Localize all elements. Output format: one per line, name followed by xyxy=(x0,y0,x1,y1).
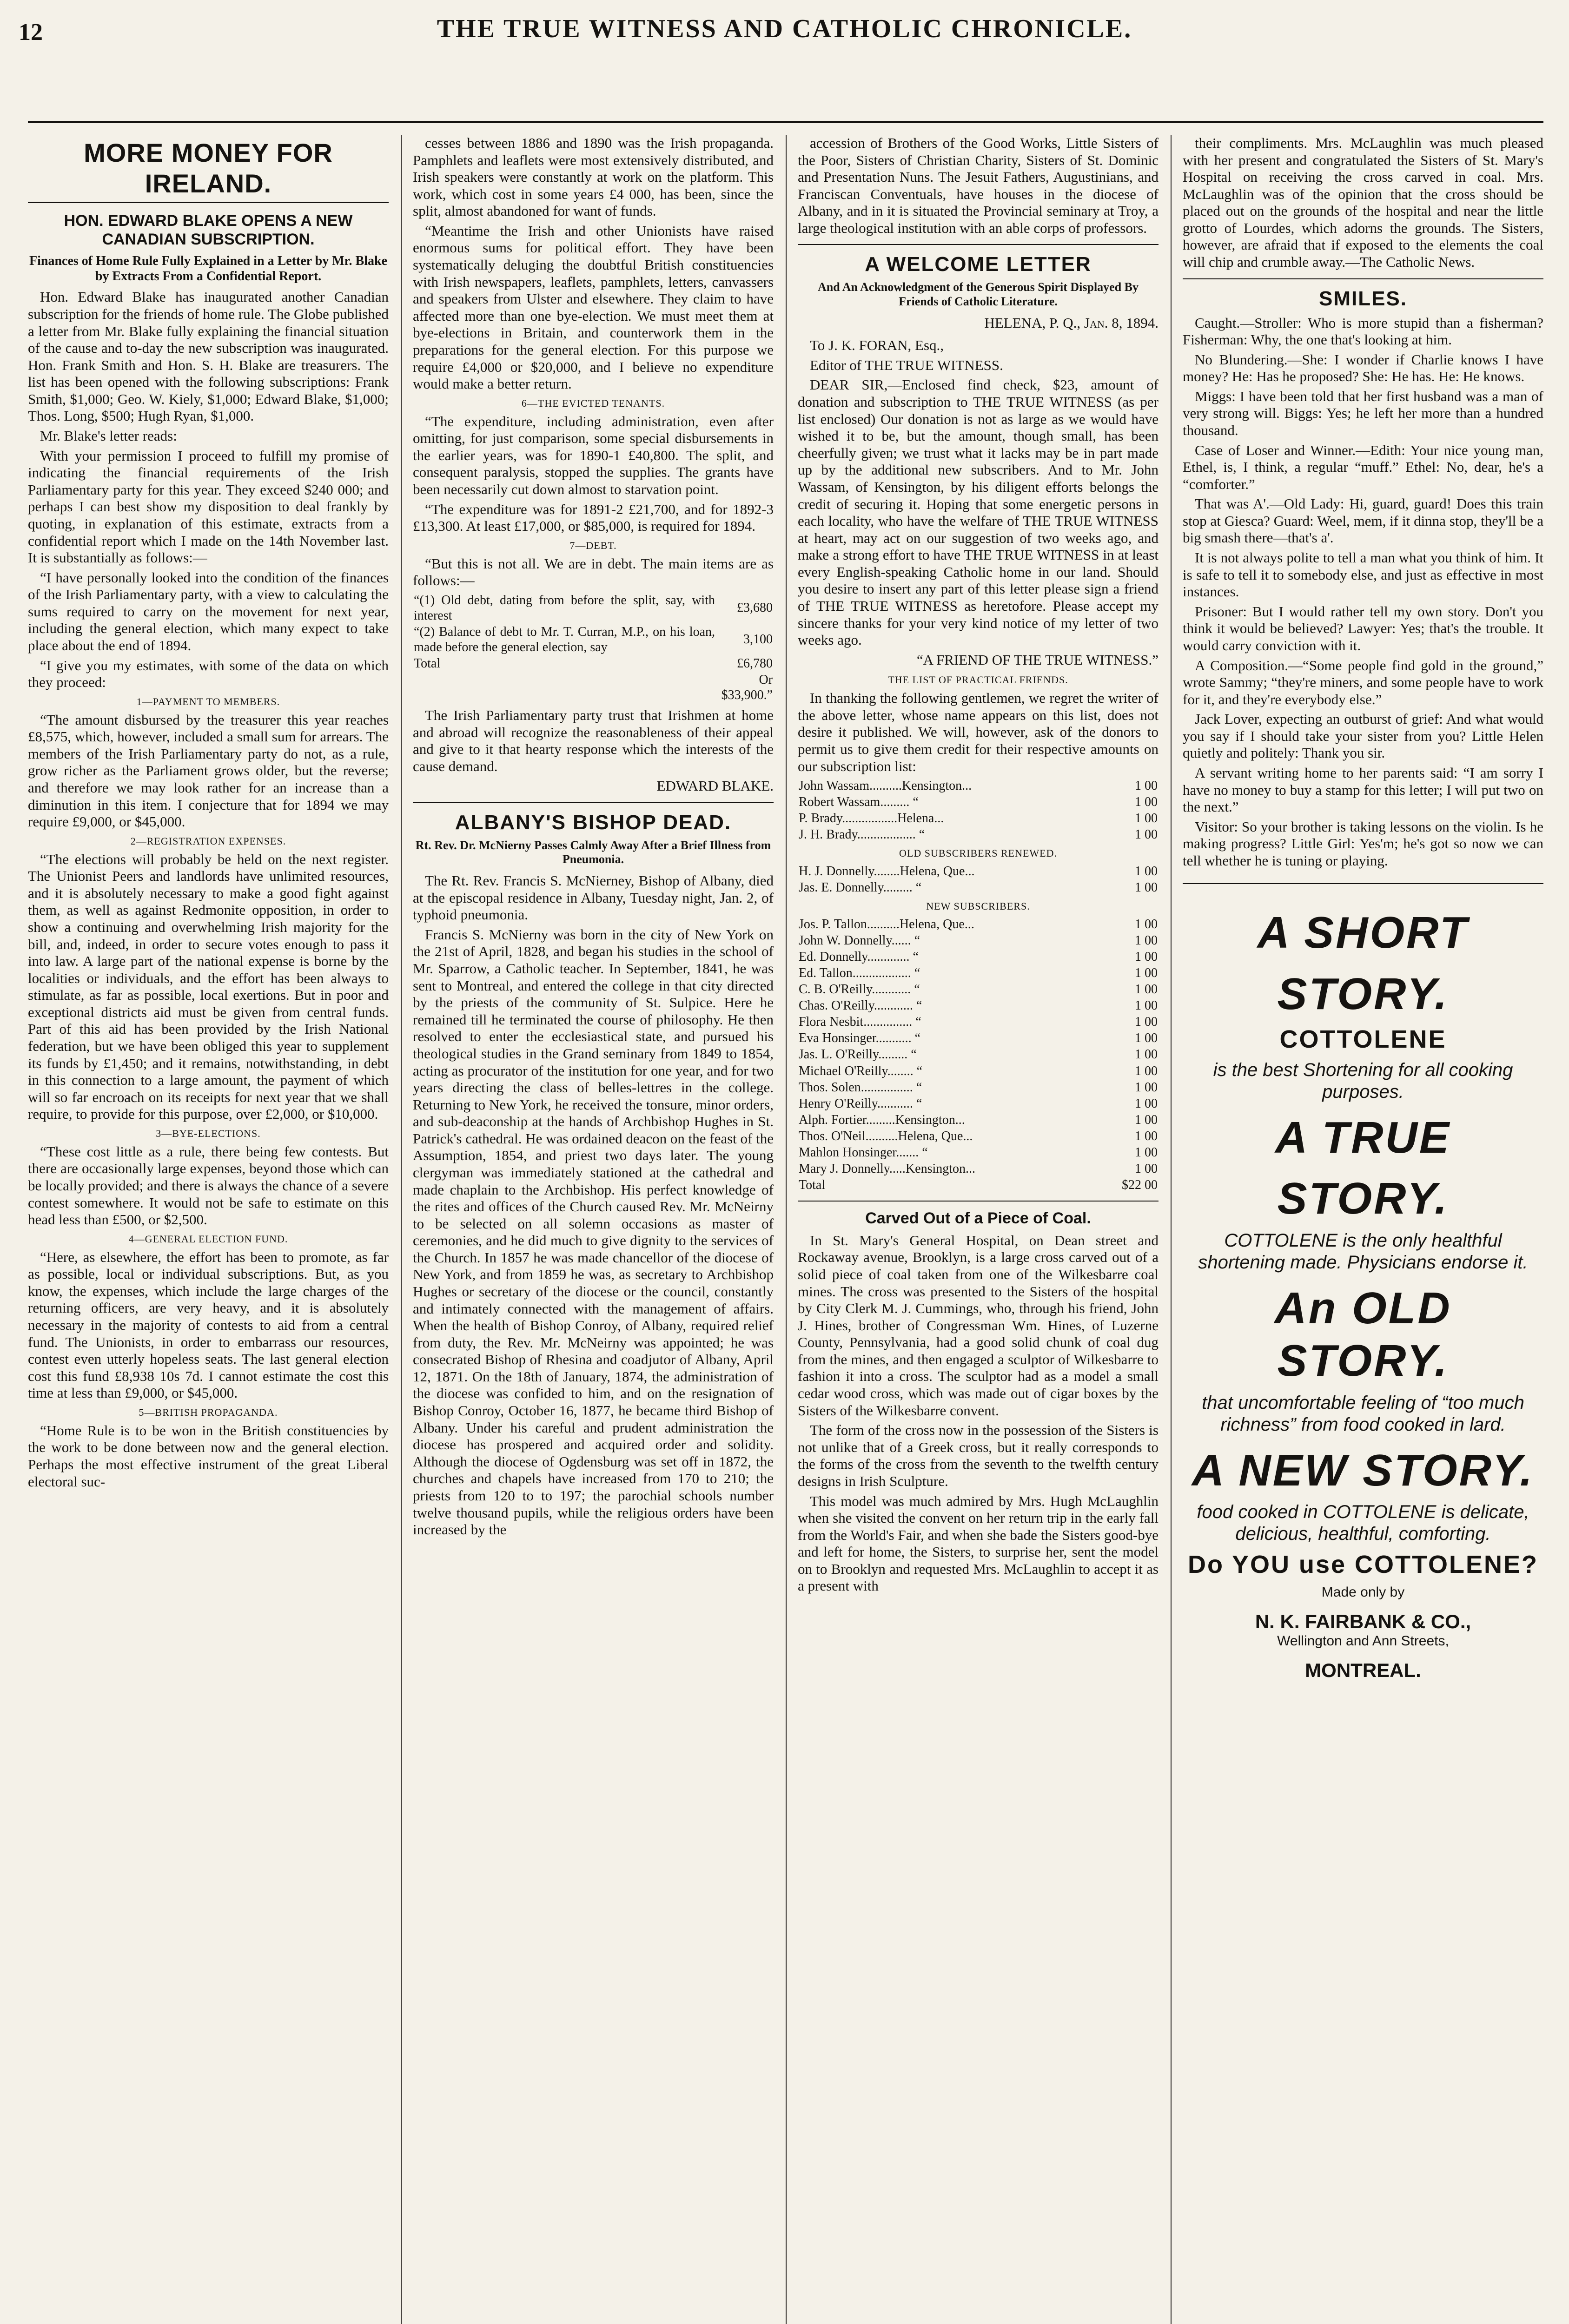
subscriber-amount: 1 00 xyxy=(1135,1129,1158,1143)
table-row xyxy=(798,1079,1159,1096)
divider xyxy=(798,1201,1159,1202)
subscriber-amount: 1 00 xyxy=(1135,966,1158,981)
paragraph: Visitor: So your brother is taking lessons on the violin. Is he making progress? Little Girl: Yes'm; he's got so now we can tell whether he is tuning or playing. xyxy=(1183,818,1543,869)
ad-text: food cooked in COTTOLENE is delicate, delicious, healthful, comforting. xyxy=(1197,1502,1529,1545)
paragraph: “But this is not all. We are in debt. The main items are as follows:— xyxy=(413,555,774,589)
paragraph: “Here, as elsewhere, the effort has been to promote, as far as possible, local or individual subscriptions. But, as you know, the expenses, which include the large charges of the returning officers, are very heavy, and it is absolutely necessary in the majority of contests to aid from a central fund. The Unionists, in order to embarrass our resources, contest even utterly hopeless seats. The last general election cost this fund £8,938 10s 7d. I cannot estimate the cost this time at less than £9,000, or $45,000. xyxy=(28,1248,389,1401)
section-heading: 3—BYE-ELECTIONS. xyxy=(156,1127,261,1139)
subscriber-name: Ed. Tallon.................. “ xyxy=(799,966,920,981)
paragraph: The Rt. Rev. Francis S. McNierney, Bishop of Albany, died at the episcopal residence in Albany, Tuesday night, Jan. 2, of typhoid pneumonia. xyxy=(413,872,774,923)
column-1 xyxy=(28,135,389,2324)
section-heading: 4—GENERAL ELECTION FUND. xyxy=(128,1233,288,1245)
subscriber-name: P. Brady.................Helena... xyxy=(799,811,944,826)
ad-headline: A SHORT xyxy=(1257,908,1469,958)
paragraph: Miggs: I have been told that her first husband was a man of very strong will. Biggs: Yes; he left her more than a hundred thousand. xyxy=(1183,388,1543,438)
dateline: HELENA, P. Q., Jan. 8, 1894. xyxy=(984,314,1159,331)
paragraph: No Blundering.—She: I wonder if Charlie knows I have money? He: Has he proposed? She: He has. He: He knows. xyxy=(1183,351,1543,385)
paragraph: “The expenditure was for 1891-2 £21,700, and for 1892-3 £13,300. At least £17,000, or $85,000, is required for 1894. xyxy=(413,501,774,535)
paragraph: This model was much admired by Mrs. Hugh McLaughlin when she visited the convent on her return trip in the early fall from the World's Fair, and when she bade the Sisters good-bye and left for home, the Sisters, to surprise her, sent the model on to Brooklyn and requested Mrs. McLaughlin to accept it as a present with xyxy=(798,1492,1159,1594)
article-subtitle: Rt. Rev. Dr. McNierny Passes Calmly Away After a Brief Illness from Pneumonia. xyxy=(415,838,771,866)
ad-address: Wellington and Ann Streets, xyxy=(1277,1633,1449,1649)
page-number: 12 xyxy=(19,19,43,46)
subscriber-name: J. H. Brady.................. “ xyxy=(799,827,925,842)
article-title-smiles: SMILES. xyxy=(1318,287,1408,310)
advertisement-cottolene xyxy=(1183,883,1543,1681)
paragraph: DEAR SIR,—Enclosed find check, $23, amount of donation and subscription to THE TRUE WITNESS (as per list enclosed) Our donation is not as large as we would have wished it to be, but the amount, though small, has been cheerfully given; we trust what it lacks may be in part made up by the additional new subscribers. And to Mr. John Wassam, of Kensington, by his diligent efforts belongs the credit of securing it. Hoping that some energetic persons in each locality, who have the welfare of THE TRUE WITNESS at heart, may act on our suggestion of two weeks ago, and make a strong effort to have THE TRUE WITNESS in at least every English-speaking Catholic home in our land. Should you desire to insert any part of this letter please sign a friend of THE TRUE WITNESS as heretofore. Please accept my sincere thanks for your very kind notice of my letter of two weeks ago. xyxy=(798,376,1159,648)
article-title-bishop: ALBANY'S BISHOP DEAD. xyxy=(455,811,732,834)
subscriber-amount: 1 00 xyxy=(1135,1031,1158,1046)
paragraph: their compliments. Mrs. McLaughlin was much pleased with her present and congratulated the Sisters of St. Mary's Hospital on receiving the cross carved in coal. Mrs. McLaughlin was of the opinion that the cross should be placed out on the grounds of the hospital and near the little grotto of Lourdes, which adorns the grounds. The Sisters, however, are afraid that if exposed to the elements the coal will chip and crumble away.—The Catholic News. xyxy=(1183,135,1543,271)
total-label: Total xyxy=(414,656,441,671)
subscriber-amount: 1 00 xyxy=(1135,1096,1158,1111)
section-heading: 2—REGISTRATION EXPENSES. xyxy=(130,835,286,847)
subscriber-name: Thos. Solen................ “ xyxy=(799,1080,922,1095)
letter-signature: “A FRIEND OF THE TRUE WITNESS.” xyxy=(916,651,1159,668)
subscriber-amount: 1 00 xyxy=(1135,1063,1158,1078)
subscriber-amount: 1 00 xyxy=(1135,1015,1158,1030)
section-heading: OLD SUBSCRIBERS RENEWED. xyxy=(899,847,1057,859)
table-row xyxy=(798,1177,1159,1193)
subscriber-amount: 1 00 xyxy=(1135,1112,1158,1127)
subscriber-name: Jas. L. O'Reilly......... “ xyxy=(799,1047,917,1062)
table-row xyxy=(798,1161,1159,1177)
subscriber-name: H. J. Donnelly........Helena, Que... xyxy=(799,864,975,879)
subscriber-name: Alph. Fortier.........Kensington... xyxy=(799,1112,965,1127)
paragraph: “Meantime the Irish and other Unionists have raised enormous sums for political effort. They have been systematically deluging the doubtful British constituencies with Irish newspapers, leaflets, pamphlets, letters, canvassers and speakers from Ulster and elsewhere. They claim to have affected more than one bye-election. We must meet them at bye-elections in Britain, and counterwork them in the preparations for the general election. For this purpose we require £4,000 or $20,000, and I believe no expenditure would make a better return. xyxy=(413,222,774,392)
section-heading: 6—THE EVICTED TENANTS. xyxy=(521,397,665,409)
section-heading: 7—DEBT. xyxy=(569,539,617,551)
subscriber-name: Ed. Donnelly............. “ xyxy=(799,950,919,964)
subscriber-name: Mary J. Donnelly.....Kensington... xyxy=(799,1161,976,1176)
table-row xyxy=(798,916,1159,932)
ad-headline: An OLD STORY. xyxy=(1274,1283,1452,1386)
section-heading: 1—PAYMENT TO MEMBERS. xyxy=(136,695,280,707)
subscriber-amount: 1 00 xyxy=(1135,1047,1158,1062)
ad-maker: N. K. FAIRBANK & CO., xyxy=(1255,1610,1471,1632)
subscriber-name: Jos. P. Tallon..........Helena, Que... xyxy=(799,917,974,932)
ad-headline: STORY. xyxy=(1277,1174,1449,1224)
ad-question: Do YOU use COTTOLENE? xyxy=(1187,1550,1539,1578)
subscriber-amount: 1 00 xyxy=(1135,779,1158,793)
ad-headline: A NEW STORY. xyxy=(1192,1445,1535,1495)
subscriber-table xyxy=(798,916,1159,1193)
signature: EDWARD BLAKE. xyxy=(656,778,774,794)
subscriber-name: Jas. E. Donnelly......... “ xyxy=(799,880,922,895)
column-2 xyxy=(401,135,774,2324)
paragraph: A servant writing home to her parents said: “I am sorry I have no money to buy a stamp for this letter; I will put two on the next.” xyxy=(1183,764,1543,815)
debt-table xyxy=(413,592,774,703)
subscriber-name: Thos. O'Neil..........Helena, Que... xyxy=(799,1129,973,1143)
table-row xyxy=(413,624,774,655)
columns xyxy=(28,135,1543,2324)
paragraph: With your permission I proceed to fulfill my promise of indicating the financial requirements of the Irish Parliamentary party for this year. They exceed $240 000; and perhaps I can best show my disposition to deal frankly by quoting, in explanation of this estimate, extracts from a confidential report which I made on the 14th November last. It is substantially as follows:— xyxy=(28,447,389,566)
subscriber-amount: 1 00 xyxy=(1135,917,1158,932)
table-row xyxy=(798,863,1159,879)
table-row xyxy=(798,1112,1159,1128)
subscriber-name: Chas. O'Reilly............ “ xyxy=(799,998,922,1013)
table-row xyxy=(798,1030,1159,1046)
paragraph: “I have personally looked into the condition of the finances of the Irish Parliamentary party, with a view to calculating the sums required to carry on the movement for next year, including the general election, which many expect to take place about the end of 1894. xyxy=(28,569,389,654)
paragraph: To J. K. FORAN, Esq., xyxy=(810,337,944,354)
subscriber-name: Henry O'Reilly........... “ xyxy=(799,1096,922,1111)
ad-made-by: Made only by xyxy=(1321,1585,1405,1600)
subscriber-amount: 1 00 xyxy=(1135,998,1158,1013)
section-heading: THE LIST OF PRACTICAL FRIENDS. xyxy=(888,674,1068,686)
subscriber-amount: 1 00 xyxy=(1135,811,1158,826)
article-subtitle-1: HON. EDWARD BLAKE OPENS A NEW CANADIAN SUBSCRIPTION. xyxy=(64,212,353,249)
paragraph: Francis S. McNierny was born in the city of New York on the 21st of April, 1828, and began his studies in the school of Mr. Sparrow, a Catholic teacher. In September, 1841, he was sent to Montreal, and entered the college in that city directed by the priests of the community of St. Sulpice. Here he remained till he terminated the course of philosophy. He then resolved to enter the ecclesiastical state, and pursued his theological studies in the Grand seminary from 1849 to 1854, acting as procurator of the institution for one year, and for two years directing the class of belles-lettres in the college. Returning to New York, he received the tonsure, minor orders, and sub-deaconship at the hands of Archbishop Hughes in St. Patrick's cathedral. He was ordained deacon on the feast of the Assumption, 1854, and priest two days later. The young clergyman was immediately stationed at the cathedral and made chaplain to the Archbishop. His perfect knowledge of the rites and offices of the Church caused Rev. Mr. McNeirny to be selected on all solemn occasions as master of ceremonies, and he did much to give dignity to the services of the Church. In 1857 he was made chancellor of the diocese of New York, and from 1859 he was, as secretary to Archbishop Hughes or secretary of the diocese or the council, constantly and intimately connected with the management of affairs. When the health of Bishop Conroy, of Albany, required relief from duty, the Rev. Mr. McNeirny was appointed; he was consecrated Bishop of Rhesina and coadjutor of Albany, April 12, 1871. On the 18th of January, 1874, the administration of the diocese was confided to him, and on the resignation of Bishop Conroy, October 16, 1877, he became third Bishop of Albany. Under his careful and prudent administration the diocese has prospered and acquired order and solidity. Although the diocese of Ogdensburg was set off in 1872, the churches and chapels have increased from 170 to 210; the priests from 120 to to 197; the parochial schools number twelve thousand pupils, while the religious orders have been increased by the xyxy=(413,926,774,1538)
paragraph: The form of the cross now in the possession of the Sisters is not unlike that of a Greek cross, but it really corresponds to the forms of the cross from the seventh to the twelfth century designs in Irish Sculpture. xyxy=(798,1422,1159,1489)
debt-label: “(2) Balance of debt to Mr. T. Curran, M.P., on his loan, made before the general election, say xyxy=(414,624,715,654)
table-row xyxy=(798,794,1159,810)
table-row xyxy=(798,1128,1159,1144)
table-row xyxy=(798,997,1159,1014)
subscriber-name: Eva Honsinger........... “ xyxy=(799,1031,921,1046)
ad-headline: A TRUE xyxy=(1275,1113,1451,1163)
table-row xyxy=(413,592,774,624)
table-row xyxy=(798,1046,1159,1063)
paragraph: Hon. Edward Blake has inaugurated another Canadian subscription for the friends of home rule. The Globe published a letter from Mr. Blake fully explaining the financial situation of the cause and to-day the new subscription was inaugurated. Hon. Frank Smith and Hon. S. H. Blake are treasurers. The list has been opened with the following subscriptions: Frank Smith, $1,000; Geo. W. Kiely, $1,000; Edward Blake, $1,000; Thos. Long, $500; Hugh Ryan, $1,000. xyxy=(28,289,389,424)
subscriber-name: Michael O'Reilly........ “ xyxy=(799,1063,923,1078)
subscriber-table xyxy=(798,863,1159,896)
paragraph: cesses between 1886 and 1890 was the Irish propaganda. Pamphlets and leaflets were most extensively distributed, and Irish speakers were constantly at work on the platform. This work, which cost in some years £4 000, has been, since the split, almost abandoned for want of funds. xyxy=(413,135,774,219)
subscriber-table xyxy=(798,778,1159,843)
table-row xyxy=(798,778,1159,794)
table-row xyxy=(798,1144,1159,1161)
ad-text: is the best Shortening for all cooking purposes. xyxy=(1213,1059,1513,1102)
masthead-rule xyxy=(28,70,1543,123)
paragraph: Caught.—Stroller: Who is more stupid than a fisherman? Fisherman: Why, the one that's looking at him. xyxy=(1183,314,1543,348)
subscriber-name: John W. Donnelly...... “ xyxy=(799,933,920,948)
subscriber-amount: 1 00 xyxy=(1135,795,1158,810)
paragraph: A Composition.—“Some people find gold in the ground,” wrote Sammy; “they're miners, and some people have to work for it, and they're everybody else.” xyxy=(1183,657,1543,707)
divider xyxy=(413,802,774,803)
subscriber-name: Robert Wassam......... “ xyxy=(799,795,919,810)
subscriber-amount: 1 00 xyxy=(1135,1080,1158,1095)
table-row xyxy=(798,826,1159,843)
paragraph: That was A'.—Old Lady: Hi, guard, guard! Does this train stop at Giesca? Guard: Weel, mem, if it dinna stop, they'll be a big smash there—that's a'. xyxy=(1183,495,1543,546)
paragraph: In St. Mary's General Hospital, on Dean street and Rockaway avenue, Brooklyn, is a large cross carved out of a solid piece of coal taken from one of the Wilkesbarre coal mines. The cross was presented to the Sisters of the hospital by City Clerk M. J. Cummings, who, through his friend, John J. Hines, brother of Congressman Wm. Hines, of Luzerne County, Pennsylvania, had a good solid chunk of coal dug from the mines, and then engaged a sculptor of Wilkesbarre to fashion it into a cross. The sculptor had as a model a small cedar wood cross, which was made out of cigar boxes by the Sisters of the Wilkesbarre convent. xyxy=(798,1232,1159,1419)
paragraph: “The elections will probably be held on the next register. The Unionist Peers and landlords have unlimited resources, and it is absolutely necessary to make a good fight against them, as well as against Redmonite opposition, in order to show a continuing and overwhelming Irish majority for the bill, and, indeed, in order to secure votes enough to pass it into law. A large part of the national expense is borne by the localities or individuals, and the effort has been always to stimulate, as far as possible, local exertions. But in poor and exceptional districts aid must be given from central funds. Part of this aid has been provided by the Irish National federation, but we have been obliged this year to supplement its funds by £1,450; and it remains, notwithstanding, in debt in this connection to a large amount, the payment of which will so far encroach on its receipts for next year that we shall require, to provide for this purpose, over £2,000, or $10,000. xyxy=(28,851,389,1122)
running-head: THE TRUE WITNESS AND CATHOLIC CHRONICLE. xyxy=(437,14,1132,43)
article-title-ireland: MORE MONEY FOR IRELAND. xyxy=(28,138,389,203)
ad-text: that uncomfortable feeling of “too much richness” from food cooked in lard. xyxy=(1202,1392,1524,1435)
table-row xyxy=(413,672,774,703)
table-row xyxy=(798,949,1159,965)
paragraph: “The amount disbursed by the treasurer this year reaches £8,575, which, however, included a small sum for arrears. The members of the Irish Parliamentary party do not, as a rule, grow richer as the Parliament grows older, but the reverse; and therefore we may look rather for an increase than a diminution in this item. I conjecture that for 1894 we may require £9,000, or $45,000. xyxy=(28,711,389,830)
subscriber-name: Flora Nesbit............... “ xyxy=(799,1015,921,1030)
paragraph: Prisoner: But I would rather tell my own story. Don't you think it would be believed? Lawyer: Yes; that's the trouble. It would carry conviction with it. xyxy=(1183,603,1543,654)
table-row xyxy=(798,981,1159,997)
paragraph: “Home Rule is to be won in the British constituencies by the work to be done between now and the general election. Perhaps the most effective instrument of the great Liberal electoral suc- xyxy=(28,1422,389,1490)
table-row xyxy=(798,932,1159,949)
total-alt: Or $33,900.” xyxy=(721,672,773,702)
subscriber-amount: 1 00 xyxy=(1135,880,1158,895)
paragraph: The Irish Parliamentary party trust that Irishmen at home and abroad will recognize the reasonableness of their appeal and give to it that hearty response which the interests of the cause demand. xyxy=(413,707,774,774)
table-row xyxy=(798,1014,1159,1030)
paragraph: “I give you my estimates, with some of the data on which they proceed: xyxy=(28,657,389,691)
subscriber-name: John Wassam..........Kensington... xyxy=(799,779,972,793)
article-title-letter: A WELCOME LETTER xyxy=(865,253,1092,276)
ad-city: MONTREAL. xyxy=(1305,1659,1421,1681)
column-4 xyxy=(1171,135,1543,2324)
total-amount: £6,780 xyxy=(737,656,773,671)
article-subtitle: And An Acknowledgment of the Generous Spirit Displayed By Friends of Catholic Literature. xyxy=(817,280,1139,309)
subscriber-name: Mahlon Honsinger....... “ xyxy=(799,1145,928,1160)
paragraph: Mr. Blake's letter reads: xyxy=(40,428,177,444)
article-subtitle-2: Finances of Home Rule Fully Explained in a Letter by Mr. Blake by Extracts From a Confidential Report. xyxy=(29,254,387,284)
divider xyxy=(1183,278,1543,279)
ad-brand: COTTOLENE xyxy=(1279,1025,1447,1053)
section-heading: 5—BRITISH PROPAGANDA. xyxy=(139,1406,278,1418)
paragraph: “The expenditure, including administration, even after omitting, for just comparison, some special disbursements in the earlier years, was for 1890-1 £40,800. The split, and consequent paralysis, stopped the supplies. The grants have been necessarily cut down almost to starvation point. xyxy=(413,413,774,497)
debt-amount: 3,100 xyxy=(743,632,773,647)
subscriber-amount: 1 00 xyxy=(1135,827,1158,842)
ad-headline: STORY. xyxy=(1277,969,1449,1019)
subscriber-name: C. B. O'Reilly............ “ xyxy=(799,982,920,997)
total-amount: $22 00 xyxy=(1122,1177,1158,1192)
ad-text: COTTOLENE is the only healthful shortening made. Physicians endorse it. xyxy=(1198,1230,1528,1273)
subscriber-amount: 1 00 xyxy=(1135,950,1158,964)
subscriber-amount: 1 00 xyxy=(1135,933,1158,948)
section-heading: NEW SUBSCRIBERS. xyxy=(926,900,1030,912)
paragraph: Jack Lover, expecting an outburst of grief: And what would you say if I should take your sister from you? Little Helen quietly and politely: Thank you sir. xyxy=(1183,711,1543,761)
paragraph: It is not always polite to tell a man what you think of him. It is safe to tell it to somebody else, and just as effective in most instances. xyxy=(1183,549,1543,600)
debt-label: “(1) Old debt, dating from before the split, say, with interest xyxy=(414,593,715,623)
subscriber-amount: 1 00 xyxy=(1135,1161,1158,1176)
table-row xyxy=(798,1096,1159,1112)
paragraph: Case of Loser and Winner.—Edith: Your nice young man, Ethel, is, I think, a regular “muff.” Ethel: No, dear, he's a “comforter.” xyxy=(1183,442,1543,492)
paragraph: accession of Brothers of the Good Works, Little Sisters of the Poor, Sisters of Christian Charity, Sisters of St. Dominic and Presentation Nuns. The Jesuit Fathers, Augustinians, and Franciscan Conventuals, have houses in the diocese of Albany, and in it is situated the Provincial seminary at Troy, a large theological institution with an able corps of professors. xyxy=(798,135,1159,236)
paragraph: Editor of THE TRUE WITNESS. xyxy=(810,357,1003,373)
table-row xyxy=(798,810,1159,826)
paragraph: “These cost little as a rule, there being few contests. But there are occasionally large expenses, beyond those which can be locally provided; and there is always the chance of a severe contest somewhere. It would not be safe to estimate on this head less than £500, or $2,500. xyxy=(28,1143,389,1228)
table-row xyxy=(798,965,1159,981)
subscriber-amount: 1 00 xyxy=(1135,864,1158,879)
table-row xyxy=(798,879,1159,896)
table-row xyxy=(413,655,774,672)
divider xyxy=(798,244,1159,245)
subscriber-amount: 1 00 xyxy=(1135,982,1158,997)
paragraph: In thanking the following gentlemen, we regret the writer of the above letter, whose name appears on this list, does not desire it published. We will, however, ask of the donors to permit us to give them credit for their respective amounts on our subscription list: xyxy=(798,690,1159,774)
total-label: Total xyxy=(799,1177,826,1192)
subscriber-amount: 1 00 xyxy=(1135,1145,1158,1160)
table-row xyxy=(798,1063,1159,1079)
column-3 xyxy=(786,135,1159,2324)
article-title-coal: Carved Out of a Piece of Coal. xyxy=(865,1209,1091,1227)
debt-amount: £3,680 xyxy=(737,601,773,615)
